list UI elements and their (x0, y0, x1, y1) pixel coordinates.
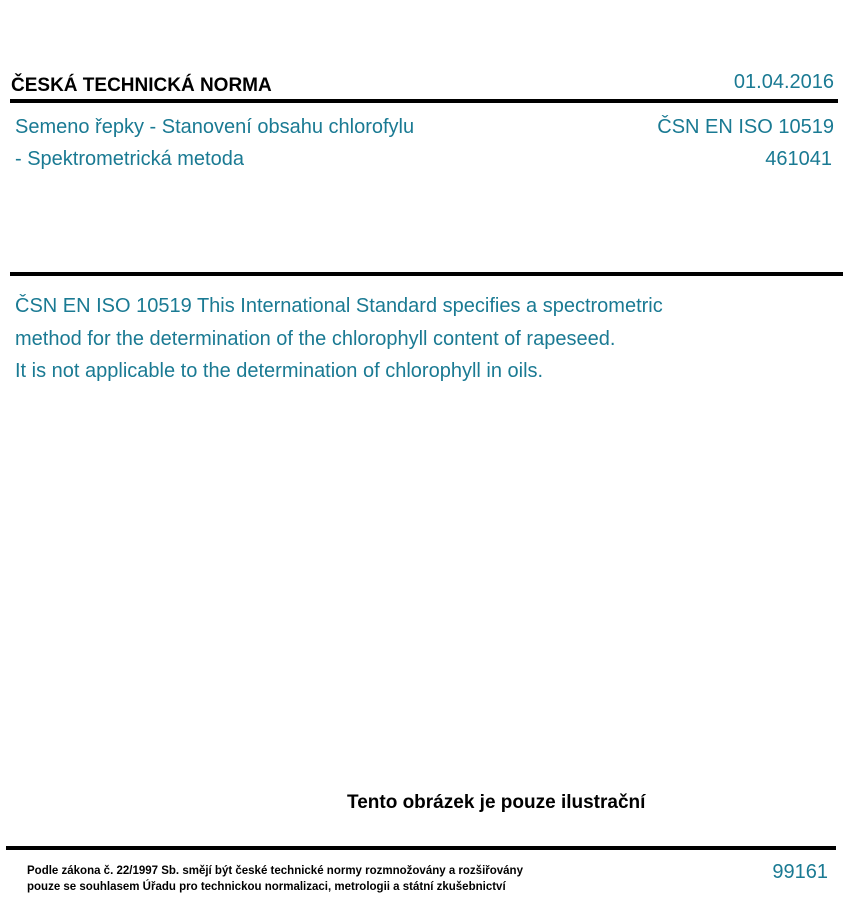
classification-number: 461041 (765, 148, 832, 170)
abstract-text (15, 290, 663, 388)
abstract-line: It is not applicable to the determination of chlorophyll in oils. (15, 360, 544, 382)
standard-title-line-2: - Spektrometrická metoda (15, 148, 244, 170)
abstract-line: method for the determination of the chlorophyll content of rapeseed. (15, 327, 616, 350)
header-divider (10, 99, 838, 103)
legal-notice-line: Podle zákona č. 22/1997 Sb. smějí být české technické normy rozmnožovány a rozšiřovány (27, 865, 523, 877)
footer-divider (6, 846, 836, 850)
footer-code: 99161 (772, 861, 828, 883)
legal-notice (27, 863, 523, 895)
standard-title-line-1: Semeno řepky - Stanovení obsahu chlorofylu (15, 116, 415, 138)
abstract-line: ČSN EN ISO 10519 This International Standard specifies a spectrometric (15, 295, 663, 317)
legal-notice-line: pouze se souhlasem Úřadu pro technickou normalizaci, metrologii a státní zkušebnictví (27, 881, 506, 893)
standard-code: ČSN EN ISO 10519 (657, 116, 834, 138)
publication-date: 01.04.2016 (733, 71, 834, 93)
document-heading: ČESKÁ TECHNICKÁ NORMA (11, 75, 272, 96)
illustration-note: Tento obrázek je pouze ilustrační (347, 792, 646, 813)
section-divider (10, 272, 843, 276)
